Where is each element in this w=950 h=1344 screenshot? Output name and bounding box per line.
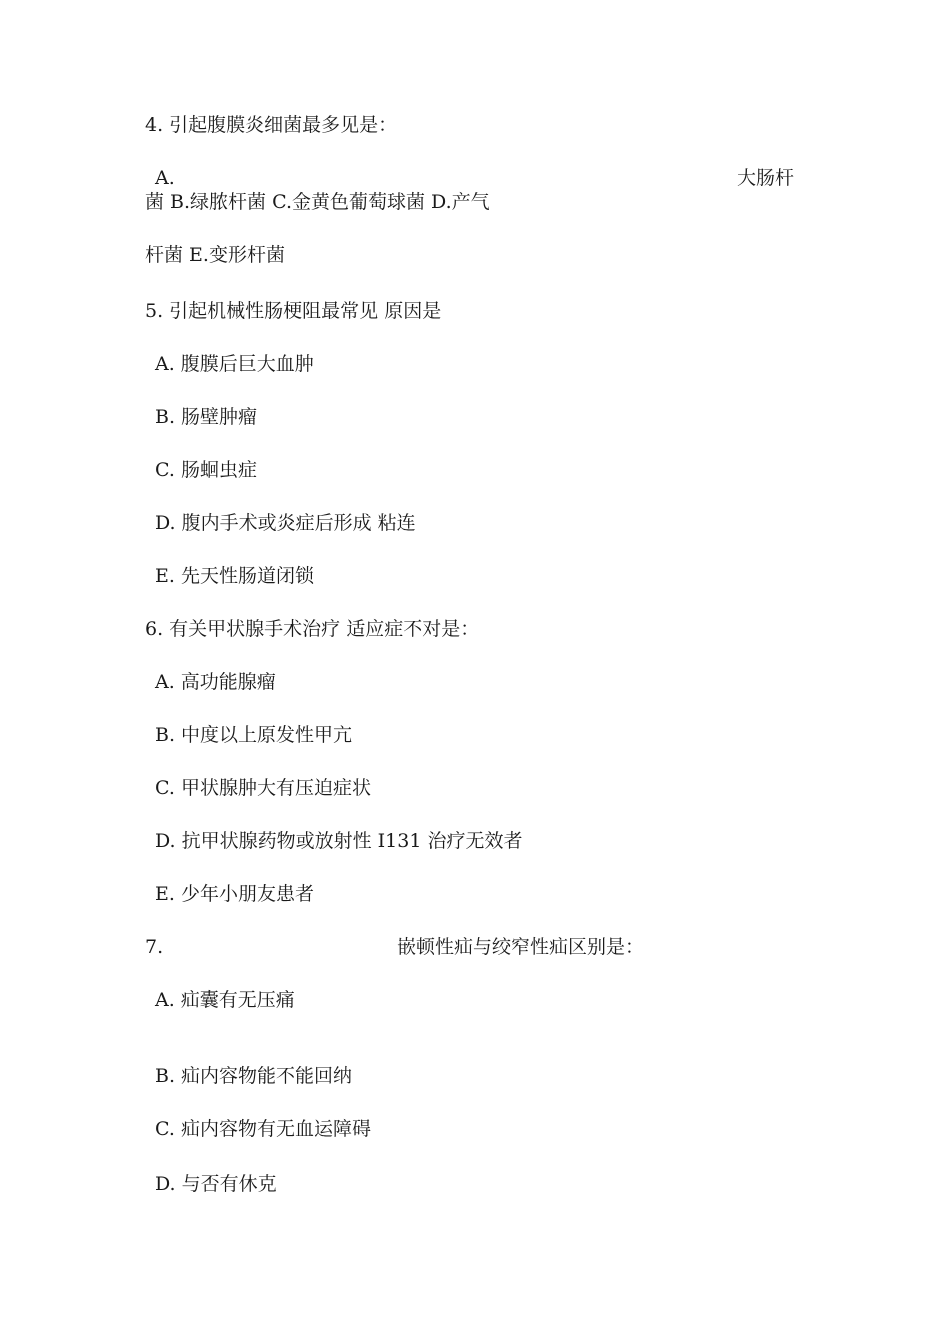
question-4-title: 4. 引起腹膜炎细菌最多见是：	[145, 114, 398, 136]
question-7-option-b: B. 疝内容物能不能回纳	[155, 1065, 353, 1087]
question-4-option-a-label: A.	[155, 167, 175, 189]
question-6-title: 6. 有关甲状腺手术治疗 适应症不对是：	[145, 618, 480, 640]
question-4-options-line-3: 杆菌 E.变形杆菌	[145, 244, 285, 266]
question-5-option-e: E. 先天性肠道闭锁	[155, 565, 314, 587]
question-6-option-e: E. 少年小朋友患者	[155, 883, 314, 905]
question-6-option-a: A. 高功能腺瘤	[155, 671, 276, 693]
question-5-option-c: C. 肠蛔虫症	[155, 459, 257, 481]
question-5-option-a: A. 腹膜后巨大血肿	[155, 353, 314, 375]
question-4-option-a-text: 大肠杆	[737, 167, 795, 189]
question-4-options-line-2: 菌 B.绿脓杆菌 C.金黄色葡萄球菌 D.产气	[145, 191, 490, 213]
question-6-option-c: C. 甲状腺肿大有压迫症状	[155, 777, 371, 799]
question-5-option-d: D. 腹内手术或炎症后形成 粘连	[155, 512, 416, 534]
question-6-option-b: B. 中度以上原发性甲亢	[155, 724, 353, 746]
question-7-option-d: D. 与否有休克	[155, 1173, 277, 1195]
question-7-number: 7.	[145, 936, 164, 958]
question-6-option-d: D. 抗甲状腺药物或放射性 I131 治疗无效者	[155, 830, 523, 852]
question-7-option-a: A. 疝囊有无压痛	[155, 989, 295, 1011]
question-5-title: 5. 引起机械性肠梗阻最常见 原因是	[145, 300, 442, 322]
question-5-option-b: B. 肠壁肿瘤	[155, 406, 258, 428]
question-7-title: 嵌顿性疝与绞窄性疝区别是：	[397, 936, 645, 958]
question-7-option-c: C. 疝内容物有无血运障碍	[155, 1118, 371, 1140]
